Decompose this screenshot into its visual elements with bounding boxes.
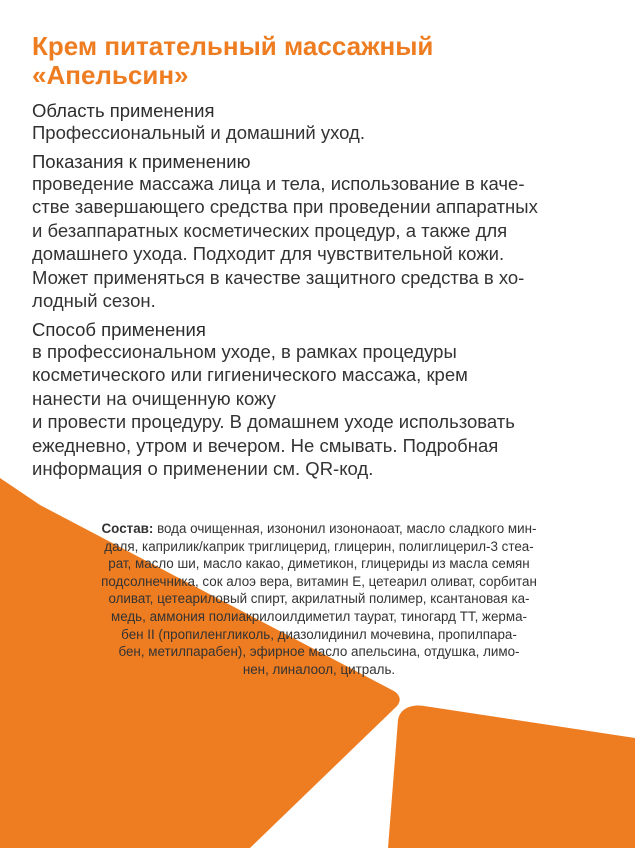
composition-line: рат, масло ши, масло какао, диметикон, глицериды из масла семян [108,556,530,572]
text-line: и провести процедуру. В домашнем уходе использовать [32,411,515,432]
section-heading: Способ применения [32,318,206,340]
text-line: и безаппаратных косметических процедур, а также для [32,219,508,241]
section-text [32,121,622,145]
text-line: ежедневно, утром и вечером. Не смывать. Подробная [32,434,499,456]
composition-line: оливат, цетеариловый спирт, акрилатный полимер, ксантановая ка- [108,591,530,607]
composition-line: бен II (пропиленгликоль, диазолидинил мочевина, пропилпара- [121,626,517,642]
text-line: косметического или гигиенического массажа, крем [32,364,468,385]
composition-line: вода очищенная, изононил изононаоат, масло сладкого мин- [153,521,537,536]
composition-line: нен, линалоол, цитраль. [242,661,396,677]
section-application-area [32,100,622,145]
main-content [32,32,622,487]
text-line: лодный сезон. [32,290,156,311]
text-line: в профессиональном уходе, в рамках процедуры [32,340,457,362]
composition-label: Состав: [101,521,154,536]
section-heading: Показания к применению [32,150,251,172]
section-text [32,172,622,313]
composition-line: бен, метилпарабен), эфирное масло апельсина, отдушка, лимо- [118,644,520,660]
text-line: Профессиональный и домашний уход. [32,122,365,143]
product-title-line-2: «Апельсин» [32,60,189,90]
text-line: информация о применении см. QR-код. [32,458,374,479]
product-title-line-1: Крем питательный массажный [32,31,434,61]
section-text [32,340,622,481]
product-title [32,32,622,90]
composition-block [30,520,608,678]
text-line: стве завершающего средства при проведении аппаратных [32,196,538,217]
text-line: нанести на очищенную кожу [32,387,276,409]
section-heading: Область применения [32,100,215,121]
orange-right-wedge [388,706,635,848]
composition-line: медь, аммония полиакрилоилдиметил таурат, тиногард ТТ, жерма- [111,608,527,624]
text-line: проведение массажа лица и тела, использование в каче- [32,172,525,194]
composition-line: подсолнечника, сок алоэ вера, витамин Е, цетеарил оливат, сорбитан [101,573,537,589]
composition-line: даля, каприлик/каприк триглицерид, глицерин, полиглицерил-3 стеа- [104,538,534,554]
section-indications [32,151,622,313]
text-line: Может применяться в качестве защитного средства в хо- [32,266,525,288]
section-usage-method [32,319,622,481]
text-line: домашнего ухода. Подходит для чувствительной кожи. [32,243,505,264]
